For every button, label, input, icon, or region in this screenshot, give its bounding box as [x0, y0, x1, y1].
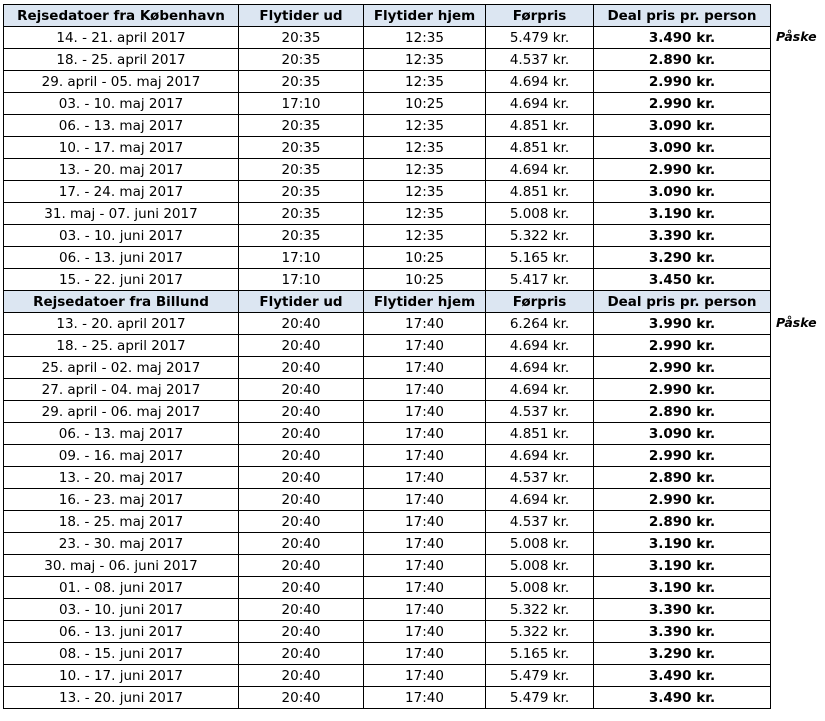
table-row [4, 357, 771, 379]
departure-time-cell: 20:40 [239, 489, 364, 511]
travel-dates-cell: 25. april - 02. maj 2017 [4, 357, 239, 379]
departure-time-cell: 20:35 [239, 203, 364, 225]
departure-time-cell: 20:35 [239, 159, 364, 181]
departure-time-cell: 17:10 [239, 247, 364, 269]
original-price-cell: 4.537 kr. [486, 401, 594, 423]
departure-time-cell: 20:40 [239, 555, 364, 577]
departure-time-cell: 20:35 [239, 71, 364, 93]
departure-time-cell: 20:40 [239, 665, 364, 687]
original-price-cell: 4.694 kr. [486, 445, 594, 467]
table-row [4, 71, 771, 93]
departure-time-cell: 20:40 [239, 533, 364, 555]
table-row [4, 313, 771, 335]
travel-dates-cell: 15. - 22. juni 2017 [4, 269, 239, 291]
section-header-row [4, 5, 771, 27]
travel-dates-cell: 29. april - 05. maj 2017 [4, 71, 239, 93]
deal-price-cell: 2.990 kr. [594, 489, 771, 511]
return-time-cell: 17:40 [364, 423, 486, 445]
original-price-cell: 5.322 kr. [486, 621, 594, 643]
return-time-cell: 17:40 [364, 511, 486, 533]
return-time-cell: 12:35 [364, 49, 486, 71]
travel-dates-cell: 10. - 17. juni 2017 [4, 665, 239, 687]
deal-price-cell: 2.990 kr. [594, 379, 771, 401]
original-price-cell: 5.479 kr. [486, 665, 594, 687]
return-time-cell: 17:40 [364, 665, 486, 687]
return-time-cell: 17:40 [364, 687, 486, 709]
deal-price-cell: 3.190 kr. [594, 577, 771, 599]
departure-time-cell: 20:40 [239, 423, 364, 445]
travel-dates-cell: 03. - 10. juni 2017 [4, 225, 239, 247]
travel-dates-cell: 27. april - 04. maj 2017 [4, 379, 239, 401]
deal-price-cell: 3.490 kr. [594, 687, 771, 709]
travel-dates-cell: 13. - 20. juni 2017 [4, 687, 239, 709]
original-price-cell: 5.479 kr. [486, 27, 594, 49]
travel-dates-cell: 03. - 10. maj 2017 [4, 93, 239, 115]
table-row [4, 49, 771, 71]
travel-dates-cell: 06. - 13. juni 2017 [4, 621, 239, 643]
original-price-cell: 6.264 kr. [486, 313, 594, 335]
deal-price-cell: 2.990 kr. [594, 71, 771, 93]
header-deal-pris: Deal pris pr. person [594, 291, 771, 313]
departure-time-cell: 17:10 [239, 93, 364, 115]
section-title: Rejsedatoer fra Billund [4, 291, 239, 313]
table-row [4, 489, 771, 511]
return-time-cell: 17:40 [364, 313, 486, 335]
original-price-cell: 4.694 kr. [486, 93, 594, 115]
return-time-cell: 17:40 [364, 621, 486, 643]
original-price-cell: 4.694 kr. [486, 159, 594, 181]
deal-price-cell: 3.290 kr. [594, 247, 771, 269]
header-flytider-hjem: Flytider hjem [364, 5, 486, 27]
departure-time-cell: 20:35 [239, 49, 364, 71]
table-row [4, 643, 771, 665]
deal-price-cell: 3.190 kr. [594, 533, 771, 555]
table-row [4, 665, 771, 687]
table-row [4, 137, 771, 159]
table-row [4, 621, 771, 643]
original-price-cell: 5.165 kr. [486, 247, 594, 269]
travel-dates-cell: 30. maj - 06. juni 2017 [4, 555, 239, 577]
header-flytider-ud: Flytider ud [239, 5, 364, 27]
table-row [4, 181, 771, 203]
table-row [4, 159, 771, 181]
return-time-cell: 12:35 [364, 225, 486, 247]
departure-time-cell: 20:40 [239, 643, 364, 665]
deal-price-cell: 3.090 kr. [594, 115, 771, 137]
departure-time-cell: 20:35 [239, 225, 364, 247]
return-time-cell: 12:35 [364, 181, 486, 203]
deal-price-cell: 2.890 kr. [594, 511, 771, 533]
original-price-cell: 5.008 kr. [486, 577, 594, 599]
table-row [4, 577, 771, 599]
departure-time-cell: 20:40 [239, 401, 364, 423]
original-price-cell: 5.479 kr. [486, 687, 594, 709]
row-note: Påske [776, 315, 817, 330]
table-row [4, 423, 771, 445]
travel-dates-cell: 18. - 25. maj 2017 [4, 511, 239, 533]
table-row [4, 445, 771, 467]
return-time-cell: 12:35 [364, 159, 486, 181]
departure-time-cell: 20:40 [239, 467, 364, 489]
deal-price-cell: 2.890 kr. [594, 49, 771, 71]
deal-price-cell: 3.290 kr. [594, 643, 771, 665]
travel-dates-cell: 16. - 23. maj 2017 [4, 489, 239, 511]
return-time-cell: 17:40 [364, 379, 486, 401]
table-row [4, 533, 771, 555]
price-table [3, 4, 771, 709]
departure-time-cell: 20:40 [239, 621, 364, 643]
travel-dates-cell: 13. - 20. maj 2017 [4, 467, 239, 489]
travel-dates-cell: 29. april - 06. maj 2017 [4, 401, 239, 423]
return-time-cell: 17:40 [364, 401, 486, 423]
deal-price-cell: 3.390 kr. [594, 599, 771, 621]
table-row [4, 599, 771, 621]
deal-price-cell: 3.090 kr. [594, 181, 771, 203]
travel-dates-cell: 23. - 30. maj 2017 [4, 533, 239, 555]
departure-time-cell: 20:40 [239, 357, 364, 379]
return-time-cell: 10:25 [364, 93, 486, 115]
original-price-cell: 4.537 kr. [486, 467, 594, 489]
travel-dates-cell: 18. - 25. april 2017 [4, 335, 239, 357]
deal-price-cell: 2.990 kr. [594, 159, 771, 181]
table-row [4, 687, 771, 709]
return-time-cell: 12:35 [364, 71, 486, 93]
original-price-cell: 5.008 kr. [486, 555, 594, 577]
original-price-cell: 4.694 kr. [486, 379, 594, 401]
deal-price-cell: 2.890 kr. [594, 401, 771, 423]
travel-dates-cell: 09. - 16. maj 2017 [4, 445, 239, 467]
return-time-cell: 17:40 [364, 335, 486, 357]
original-price-cell: 4.851 kr. [486, 115, 594, 137]
travel-dates-cell: 01. - 08. juni 2017 [4, 577, 239, 599]
travel-dates-cell: 10. - 17. maj 2017 [4, 137, 239, 159]
table-row [4, 93, 771, 115]
original-price-cell: 4.694 kr. [486, 71, 594, 93]
travel-dates-cell: 13. - 20. maj 2017 [4, 159, 239, 181]
return-time-cell: 17:40 [364, 489, 486, 511]
departure-time-cell: 20:35 [239, 137, 364, 159]
departure-time-cell: 20:40 [239, 577, 364, 599]
travel-dates-cell: 14. - 21. april 2017 [4, 27, 239, 49]
original-price-cell: 4.851 kr. [486, 423, 594, 445]
original-price-cell: 4.694 kr. [486, 489, 594, 511]
deal-price-cell: 3.450 kr. [594, 269, 771, 291]
departure-time-cell: 20:40 [239, 687, 364, 709]
travel-dates-cell: 08. - 15. juni 2017 [4, 643, 239, 665]
table-row [4, 335, 771, 357]
table-row [4, 203, 771, 225]
deal-price-cell: 3.490 kr. [594, 665, 771, 687]
return-time-cell: 10:25 [364, 247, 486, 269]
return-time-cell: 12:35 [364, 27, 486, 49]
deal-price-cell: 3.190 kr. [594, 555, 771, 577]
table-row [4, 555, 771, 577]
travel-dates-cell: 06. - 13. maj 2017 [4, 115, 239, 137]
return-time-cell: 17:40 [364, 445, 486, 467]
table-row [4, 225, 771, 247]
original-price-cell: 4.537 kr. [486, 511, 594, 533]
header-forpris: Førpris [486, 5, 594, 27]
original-price-cell: 4.851 kr. [486, 181, 594, 203]
header-flytider-hjem: Flytider hjem [364, 291, 486, 313]
travel-dates-cell: 13. - 20. april 2017 [4, 313, 239, 335]
deal-price-cell: 3.090 kr. [594, 423, 771, 445]
departure-time-cell: 20:35 [239, 181, 364, 203]
table-row [4, 247, 771, 269]
travel-dates-cell: 03. - 10. juni 2017 [4, 599, 239, 621]
travel-dates-cell: 31. maj - 07. juni 2017 [4, 203, 239, 225]
departure-time-cell: 20:40 [239, 379, 364, 401]
deal-price-cell: 3.090 kr. [594, 137, 771, 159]
table-row [4, 269, 771, 291]
header-flytider-ud: Flytider ud [239, 291, 364, 313]
return-time-cell: 12:35 [364, 137, 486, 159]
section-header-row [4, 291, 771, 313]
departure-time-cell: 20:40 [239, 313, 364, 335]
return-time-cell: 17:40 [364, 643, 486, 665]
departure-time-cell: 20:35 [239, 27, 364, 49]
return-time-cell: 10:25 [364, 269, 486, 291]
original-price-cell: 5.322 kr. [486, 599, 594, 621]
section-title: Rejsedatoer fra København [4, 5, 239, 27]
header-forpris: Førpris [486, 291, 594, 313]
table-row [4, 115, 771, 137]
travel-dates-cell: 17. - 24. maj 2017 [4, 181, 239, 203]
original-price-cell: 5.008 kr. [486, 533, 594, 555]
header-deal-pris: Deal pris pr. person [594, 5, 771, 27]
travel-dates-cell: 06. - 13. juni 2017 [4, 247, 239, 269]
departure-time-cell: 17:10 [239, 269, 364, 291]
departure-time-cell: 20:40 [239, 445, 364, 467]
original-price-cell: 4.694 kr. [486, 357, 594, 379]
deal-price-cell: 2.990 kr. [594, 335, 771, 357]
deal-price-cell: 2.990 kr. [594, 93, 771, 115]
return-time-cell: 17:40 [364, 577, 486, 599]
deal-price-cell: 3.390 kr. [594, 225, 771, 247]
original-price-cell: 5.322 kr. [486, 225, 594, 247]
departure-time-cell: 20:40 [239, 335, 364, 357]
deal-price-cell: 3.990 kr. [594, 313, 771, 335]
departure-time-cell: 20:40 [239, 511, 364, 533]
return-time-cell: 17:40 [364, 533, 486, 555]
deal-price-cell: 3.390 kr. [594, 621, 771, 643]
original-price-cell: 4.537 kr. [486, 49, 594, 71]
table-row [4, 511, 771, 533]
table-row [4, 27, 771, 49]
table-row [4, 467, 771, 489]
return-time-cell: 12:35 [364, 115, 486, 137]
travel-dates-cell: 18. - 25. april 2017 [4, 49, 239, 71]
deal-price-cell: 2.990 kr. [594, 445, 771, 467]
return-time-cell: 17:40 [364, 467, 486, 489]
original-price-cell: 5.008 kr. [486, 203, 594, 225]
return-time-cell: 17:40 [364, 599, 486, 621]
deal-price-cell: 2.890 kr. [594, 467, 771, 489]
deal-price-cell: 3.190 kr. [594, 203, 771, 225]
original-price-cell: 5.417 kr. [486, 269, 594, 291]
return-time-cell: 17:40 [364, 357, 486, 379]
original-price-cell: 4.851 kr. [486, 137, 594, 159]
travel-dates-cell: 06. - 13. maj 2017 [4, 423, 239, 445]
departure-time-cell: 20:35 [239, 115, 364, 137]
table-row [4, 401, 771, 423]
original-price-cell: 5.165 kr. [486, 643, 594, 665]
deal-price-cell: 2.990 kr. [594, 357, 771, 379]
table-row [4, 379, 771, 401]
departure-time-cell: 20:40 [239, 599, 364, 621]
return-time-cell: 12:35 [364, 203, 486, 225]
deal-price-cell: 3.490 kr. [594, 27, 771, 49]
original-price-cell: 4.694 kr. [486, 335, 594, 357]
return-time-cell: 17:40 [364, 555, 486, 577]
row-note: Påske [776, 29, 817, 44]
